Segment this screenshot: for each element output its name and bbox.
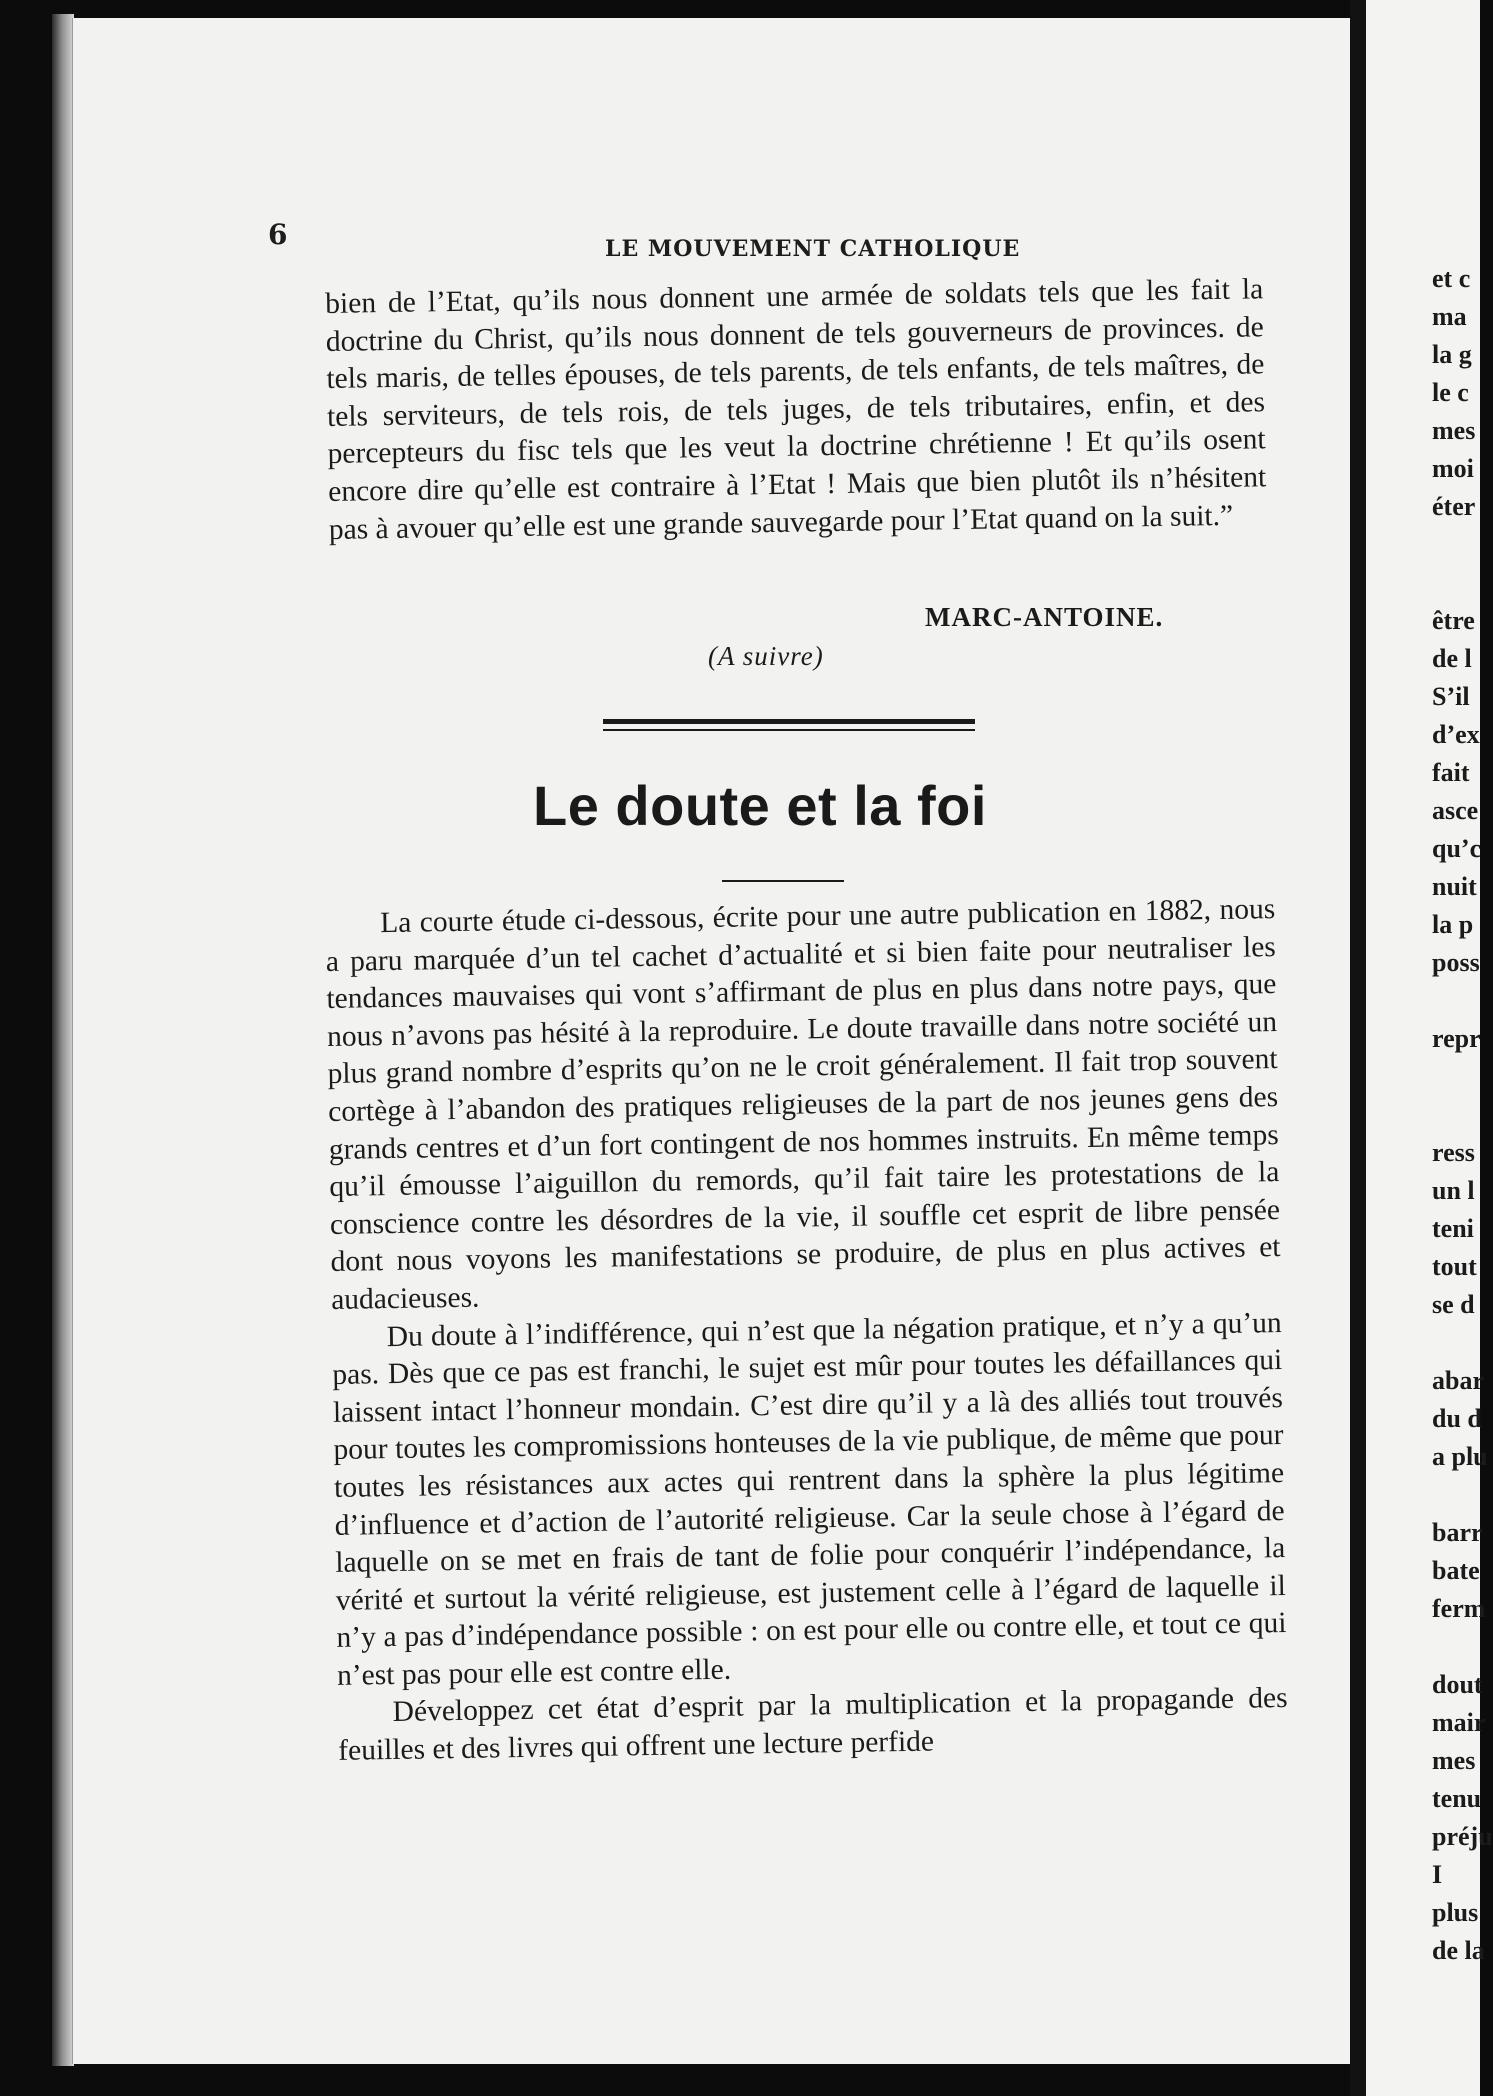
adjacent-line: plus [1432, 1898, 1479, 1927]
adjacent-line: barr [1432, 1518, 1483, 1547]
adjacent-line [1432, 1628, 1493, 1666]
adjacent-line: la g [1432, 340, 1472, 369]
article-paragraph: Du doute à l’indifférence, qui n’est que la négation pratique, et n’y a qu’un pas. Dès que ce pas est franchi, le sujet est mûr pour toutes les défaillances qui laissent intact l’honneur mondain. C’est dire qu’il y a là des alliés tout trouvés pour toutes les compromissions honteuses de la vie publique, de même que pour toutes les résistances aux actes qui rentrent dans la sphère la plus légitime d’influence et d’action de l’autorité religieuse. Car la seule chose à l’égard de laquelle on se met en frais de tant de folie pour conquérir l’indépendance, la vérité et surtout la vérité religieuse, est justement celle à l’égard de laquelle il n’y a pas d’indépendance possible : on est pour elle ou contre elle, et tout ce qui n’est pas pour elle est contre elle. [332, 1306, 1287, 1692]
adjacent-line [1432, 982, 1493, 1020]
adjacent-line [1432, 564, 1493, 602]
adjacent-line: du d [1432, 1404, 1482, 1433]
article-paragraph: Développez cet état d’esprit par la multiplication et la propagande des feuilles et des livres qui offrent une lecture perfide [338, 1682, 1288, 1767]
adjacent-line: ma [1432, 302, 1467, 331]
adjacent-line: tout [1432, 1252, 1477, 1281]
adjacent-line: I [1432, 1860, 1443, 1889]
adjacent-line [1432, 1324, 1493, 1362]
adjacent-line: et c [1432, 264, 1471, 293]
adjacent-line: être [1432, 606, 1475, 635]
adjacent-line: fait [1432, 758, 1470, 787]
adjacent-line: d’ex [1432, 720, 1480, 749]
adjacent-line: le c [1432, 378, 1469, 407]
adjacent-line: teni [1432, 1214, 1474, 1243]
adjacent-line: se d [1432, 1290, 1475, 1319]
quote-continuation [325, 271, 1267, 549]
running-title: LE MOUVEMENT CATHOLIQUE [605, 236, 1021, 262]
section-divider-bottom [603, 729, 975, 731]
section-divider-top [603, 719, 975, 724]
adjacent-line: mes [1432, 416, 1476, 445]
quote-paragraph: bien de l’Etat, qu’ils nous donnent une armée de soldats tels que les fait la doctrine du Christ, qu’ils nous donnent de tels gouverneurs de provinces. de tels maris, de telles épouses, de tels parents, de tels enfants, de tels maîtres, de tels serviteurs, de tels rois, de tels juges, de tels tributaires, enfin, et des percepteurs du fisc tels que les veut la doctrine chrétienne ! Et qu’ils osent encore dire qu’elle est contraire à l’Etat ! Mais que bien plutôt ils n’hésitent pas à avouer qu’elle est une grande sauvegarde pour l’Etat quand on la suit.” [325, 273, 1267, 546]
author-signature: MARC-ANTOINE. [925, 602, 1164, 632]
adjacent-line: bate [1432, 1556, 1480, 1585]
adjacent-line: ferm [1432, 1594, 1486, 1623]
page-number: 6 [268, 218, 288, 251]
adjacent-line [1432, 1096, 1493, 1134]
adjacent-line: S’il [1432, 682, 1470, 711]
adjacent-line [1432, 1058, 1493, 1096]
adjacent-line: asce [1432, 796, 1479, 825]
adjacent-line: dout [1432, 1670, 1483, 1699]
article-paragraph: La courte étude ci-dessous, écrite pour une autre publication en 1882, nous a paru marquée d’un tel cachet d’actualité et si bien faite pour neutraliser les tendances mauvaises qui vont s’affirmant de plus en plus dans notre pays, que nous n’avons pas hésité à la reproduire. Le doute travaille dans notre société un plus grand nombre d’esprits qu’on ne le croit généralement. Il fait trop souvent cortège à l’abandon des pratiques religieuses de la part de nos jeunes gens des grands centres et d’un fort contingent de nos hommes instruits. En même temps qu’il émousse l’aiguillon du remords, qu’il fait taire les protestations de la conscience contre les désordres de la vie, il souffle cet esprit de libre pensée dont nous voyons les manifestations se produire, de plus en plus actives et audacieuses. [325, 893, 1281, 1316]
adjacent-line: un l [1432, 1176, 1475, 1205]
article-title: Le doute et la foi [533, 774, 987, 837]
adjacent-line [1432, 526, 1493, 564]
adjacent-line: repr [1432, 1024, 1481, 1053]
adjacent-line: abar [1432, 1366, 1484, 1395]
adjacent-line: mes [1432, 1746, 1476, 1775]
adjacent-line: qu’c [1432, 834, 1482, 863]
adjacent-line: préju [1432, 1822, 1493, 1851]
binding-shadow [52, 14, 74, 2066]
adjacent-line [1432, 1476, 1493, 1514]
adjacent-line: ress [1432, 1138, 1475, 1167]
adjacent-line: poss [1432, 948, 1480, 977]
adjacent-line: moi [1432, 454, 1474, 483]
title-underline [722, 880, 844, 882]
page-gutter [1350, 0, 1366, 2096]
adjacent-line: de la [1432, 1936, 1485, 1965]
adjacent-line: a plu [1432, 1442, 1488, 1471]
adjacent-line: tenu [1432, 1784, 1482, 1813]
adjacent-line: nuit [1432, 872, 1477, 901]
adjacent-line: éter [1432, 492, 1476, 521]
adjacent-line: de l [1432, 644, 1472, 673]
continued-note: (A suivre) [708, 641, 824, 671]
adjacent-line: mair [1432, 1708, 1486, 1737]
adjacent-line: la p [1432, 910, 1474, 939]
article-body [325, 891, 1288, 1770]
adjacent-page-text [1432, 260, 1493, 1970]
